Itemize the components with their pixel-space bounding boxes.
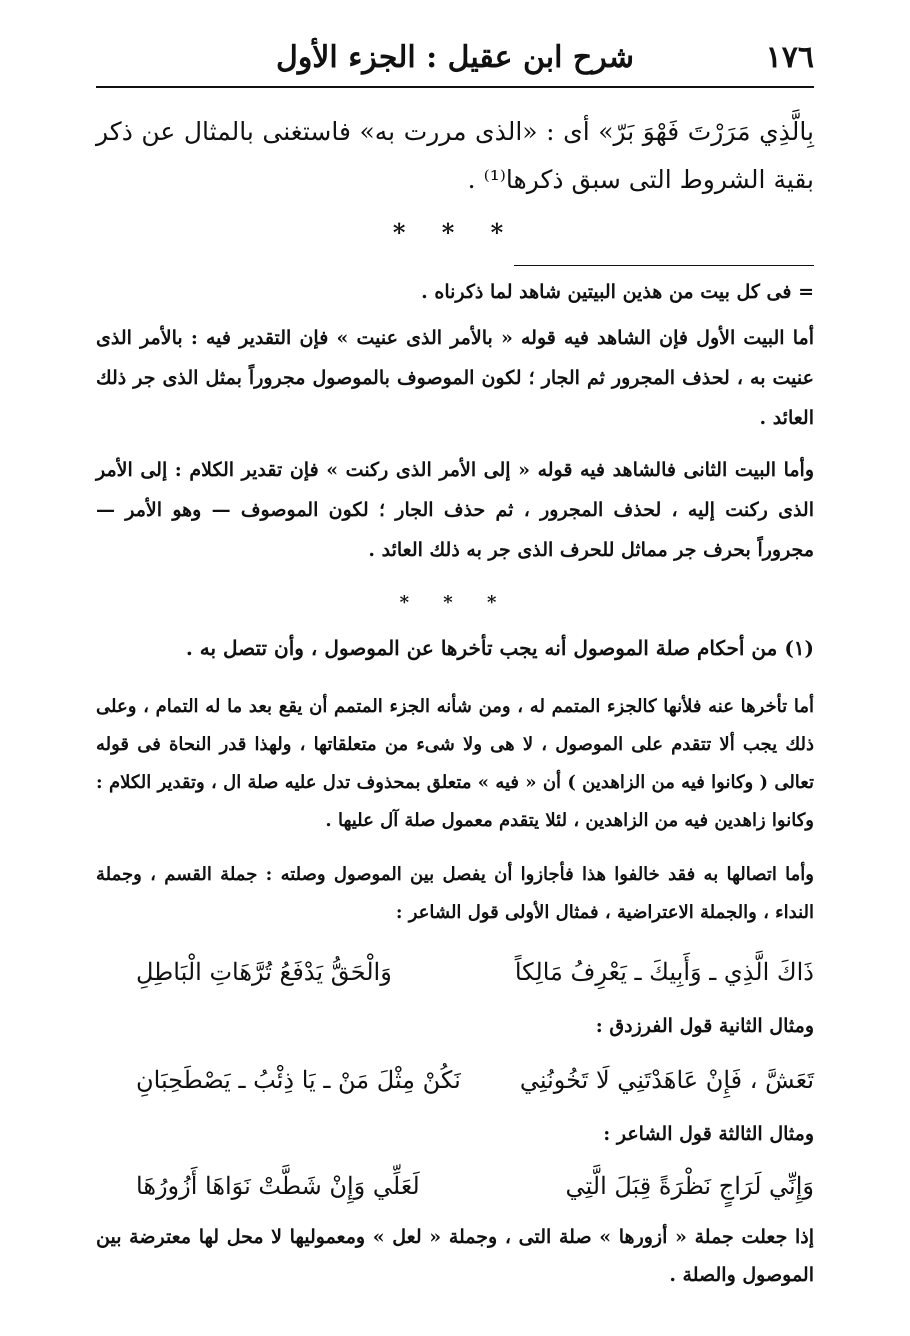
footnote-closing: إذا جعلت جملة « أزورها » صلة التى ، وجملة « لعل » ومعموليها لا محل لها معترضة بين الموصول والصلة . xyxy=(96,1226,814,1286)
verse-3 xyxy=(96,1162,814,1210)
footnote-1-paragraph-a: أما تأخرها عنه فلأنها كالجزء المتمم له ، ومن شأنه الجزء المتمم أن يقع بعد ما له التمام ، وعلى ذلك يجب ألا تتقدم على الموصول ، لا هى ولا شىء من متعلقاتها ، ولهذا قدر النحاة فى قوله تعالى ( وكانوا فيه من الزاهدين ) أن « فيه » متعلق بمحذوف تدل عليه صلة ال ، وتقدير الكلام : وكانوا زاهدين فيه من الزاهدين ، لئلا يتقدم معمول صلة آل عليها . xyxy=(96,696,814,831)
footnote-rule xyxy=(514,265,814,266)
verse-3-second-hemistich: لَعَلِّي وَإِنْ شَطَّتْ نَوَاهَا أَزُورُهَا xyxy=(136,1172,420,1200)
footnote-separator: * * * xyxy=(399,592,511,613)
footnote-first-verse-paragraph: أما البيت الأول فإن الشاهد فيه قوله « بالأمر الذى عنيت » فإن التقدير فيه : بالأمر الذى عنيت به ، لحذف المجرور ثم الجار ؛ لكون الموصوف بالموصول مجروراً بمثل الذى جر ذلك العائد . xyxy=(96,327,814,429)
verse-3-intro: ومثال الثالثة قول الشاعر : xyxy=(603,1123,814,1145)
verse-2-second-hemistich: نَكُنْ مِثْلَ مَنْ ـ يَا ذِئْبُ ـ يَصْطَحِبَانِ xyxy=(136,1066,461,1094)
verse-1-second-hemistich: وَالْحَقُّ يَدْفَعُ تُرَّهَاتِ الْبَاطِلِ xyxy=(136,958,392,986)
page-number: ١٧٦ xyxy=(765,40,814,75)
verse-1-first-hemistich: ذَاكَ الَّذِي ـ وَأَبِيكَ ـ يَعْرِفُ مَالِكاً xyxy=(514,958,814,986)
page-header xyxy=(96,30,814,88)
footnote-1-paragraph-b: وأما اتصالها به فقد خالفوا هذا فأجازوا أن يفصل بين الموصول وصلته : جملة القسم ، وجملة النداء ، والجملة الاعتراضية ، فمثال الأولى قول الشاعر : xyxy=(96,864,814,923)
main-text: بِالَّذِي مَرَرْتَ فَهْوَ بَرّ» أى : «الذى مررت به» فاستغنى بالمثال عن ذكر بقية الشروط التى سبق ذكرها⁽¹⁾ . xyxy=(96,117,814,194)
footnote-continuation: = فى كل بيت من هذين البيتين شاهد لما ذكرناه . xyxy=(421,281,814,303)
verse-3-first-hemistich: وَإِنِّي لَرَاجٍ نَظْرَةً قِبَلَ الَّتِي xyxy=(565,1172,814,1200)
running-title: شرح ابن عقيل : الجزء الأول xyxy=(276,40,634,75)
verse-2-intro: ومثال الثانية قول الفرزدق : xyxy=(595,1015,814,1037)
verse-2-first-hemistich: تَعَشَّ ، فَإِنْ عَاهَدْتَنِي لَا تَخُونُنِي xyxy=(519,1066,814,1094)
footnote-second-verse-paragraph: وأما البيت الثانى فالشاهد فيه قوله « إلى الأمر الذى ركنت » فإن تقدير الكلام : إلى الأمر الذى ركنت إليه ، لحذف المجرور ، ثم حذف الجار ؛ لكون الموصوف — وهو الأمر — مجروراً بحرف جر مماثل للحرف الذى جر به ذلك العائد . xyxy=(96,459,814,561)
verse-2 xyxy=(96,1056,814,1104)
footnote-1-heading: (١) من أحكام صلة الموصول أنه يجب تأخرها عن الموصول ، وأن تتصل به . xyxy=(185,636,814,660)
verse-1 xyxy=(96,948,814,996)
section-separator: * * * xyxy=(392,218,518,247)
